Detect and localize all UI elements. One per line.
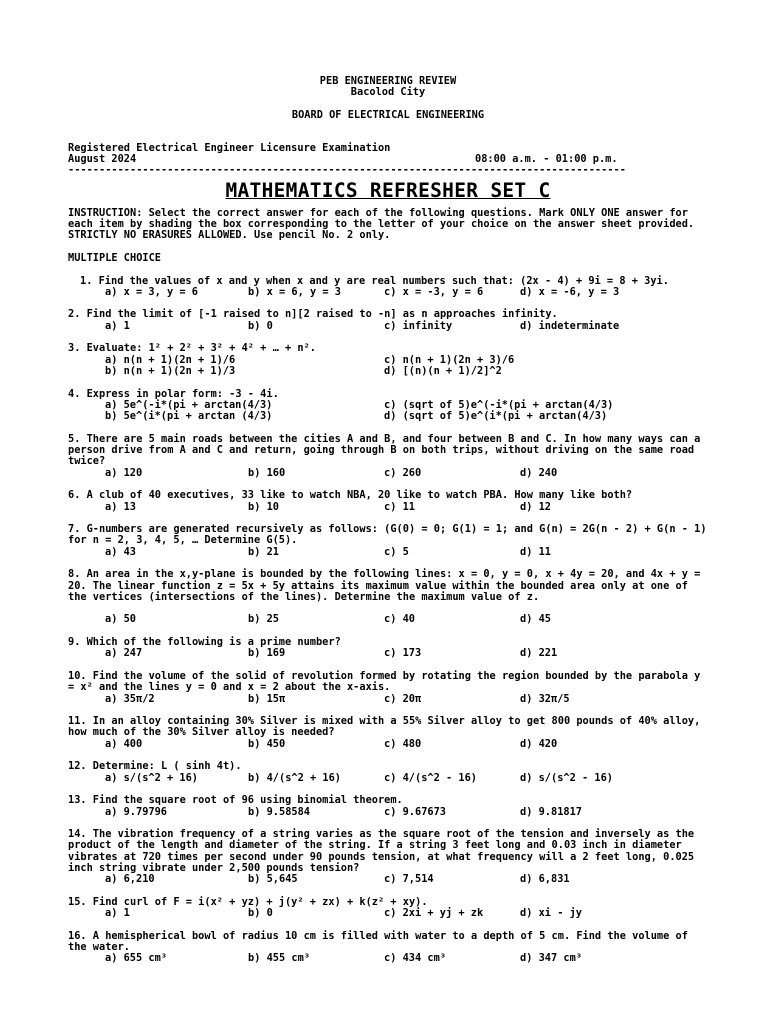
choice-d: d) s/(s^2 - 16) [520, 771, 613, 784]
choice-c: c) 2xi + yj + zk [384, 907, 484, 920]
question-text: 16. A hemispherical bowl of radius 10 cm is filled with water to a depth of 5 cm. Find the volume of the water. [68, 929, 688, 954]
choice-a: a) n(n + 1)(2n + 1)/6 [105, 353, 236, 366]
choice-a: a) 247 [105, 647, 143, 660]
choice-c: c) 434 cm³ [384, 952, 446, 965]
divider-rule: ------------------------------------------------------------------------------------------ [68, 165, 626, 177]
choice-c: c) 7,514 [384, 873, 434, 886]
choices-row [68, 648, 708, 659]
choice-b: b) 25 [248, 613, 279, 626]
choice-b: b) 450 [248, 737, 286, 750]
choice-d: d) 45 [520, 613, 551, 626]
choice-b: b) n(n + 1)(2n + 1)/3 [105, 364, 236, 377]
choice-a: a) 400 [105, 737, 143, 750]
question-9 [68, 637, 708, 660]
choice-c: c) 5 [384, 545, 409, 558]
choice-a: a) 120 [105, 466, 143, 479]
choices-row [68, 807, 708, 818]
choices-row [68, 411, 708, 422]
choice-c: c) 9.67673 [384, 805, 446, 818]
choices-row [68, 287, 708, 298]
question-1 [68, 276, 708, 299]
question-2 [68, 309, 708, 332]
choice-d: d) (sqrt of 5)e^(i*(pi + arctan(4/3) [384, 410, 608, 423]
choice-c: c) 11 [384, 500, 415, 513]
exam-time: 08:00 a.m. - 01:00 p.m. [475, 153, 618, 166]
question-text: 15. Find curl of F = i(x² + yz) + j(y² + zx) + k(z² + xy). [68, 895, 428, 908]
choice-c: c) 20π [384, 692, 422, 705]
choice-d: d) 12 [520, 500, 551, 513]
choices-row [68, 321, 708, 332]
choice-a: a) 5e^(-i*(pi + arctan(4/3) [105, 398, 273, 411]
choice-d: d) x = -6, y = 3 [520, 285, 620, 298]
choices-row [68, 773, 708, 784]
choice-c: c) 260 [384, 466, 422, 479]
choice-d: d) indeterminate [520, 319, 620, 332]
choices-row [68, 547, 708, 558]
choices-row [68, 874, 708, 885]
choice-a: a) 13 [105, 500, 136, 513]
choice-a: a) 35π/2 [105, 692, 155, 705]
choice-d: d) 9.81817 [520, 805, 582, 818]
question-3 [68, 343, 708, 377]
instruction-text: INSTRUCTION: Select the correct answer for each of the following questions. Mark ONLY ONE answer for each item by shading the box corresponding to the letter of your choice on the answer sheet provided. [68, 206, 695, 231]
choices-row [68, 502, 708, 513]
choice-a: a) 1 [105, 907, 130, 920]
choice-a: a) x = 3, y = 6 [105, 285, 198, 298]
choice-c: c) 4/(s^2 - 16) [384, 771, 477, 784]
question-text: 14. The vibration frequency of a string varies as the square root of the tension and inversely as the product of the length and diameter of the string. If a string 3 feet long and 0.03 inch in diameter vibrates at 720 times per second under 90 pounds tension, at what frequency will a 2 feet long, 0.025 inch string vibrate under 2,500 pounds tension? [68, 828, 695, 874]
question-text: 12. Determine: L ( sinh 4t). [68, 760, 242, 773]
choices-row [68, 468, 708, 479]
choice-d: d) 32π/5 [520, 692, 570, 705]
choices-row [68, 908, 708, 919]
choice-a: a) 655 cm³ [105, 952, 167, 965]
choice-d: d) 347 cm³ [520, 952, 582, 965]
org-name: PEB ENGINEERING REVIEW [319, 75, 457, 87]
question-text: 10. Find the volume of the solid of revolution formed by rotating the region bounded by the parabola y = x² and the lines y = 0 and x = 2 about the x-axis. [68, 669, 701, 694]
question-text: 1. Find the values of x and y when x and y are real numbers such that: (2x - 4) + 9i = 8 + 3yi. [80, 274, 669, 287]
choice-b: b) 21 [248, 545, 279, 558]
choice-b: b) 455 cm³ [248, 952, 310, 965]
board-name: BOARD OF ELECTRICAL ENGINEERING [291, 108, 485, 121]
choices-row [68, 614, 708, 625]
choice-c: c) 40 [384, 613, 415, 626]
choice-c: c) x = -3, y = 6 [384, 285, 484, 298]
choice-a: a) 9.79796 [105, 805, 167, 818]
choice-c: c) n(n + 1)(2n + 3)/6 [384, 353, 515, 366]
choices-row [68, 366, 708, 377]
question-text: 11. In an alloy containing 30% Silver is mixed with a 55% Silver alloy to get 800 pounds of 40% alloy, how much of the 30% Silver alloy is needed? [68, 715, 701, 739]
question-text: 6. A club of 40 executives, 33 like to watch NBA, 20 like to watch PBA. How many like both? [68, 489, 633, 502]
choice-a: a) 6,210 [105, 873, 155, 886]
choice-d: d) 11 [520, 545, 551, 558]
question-text: 8. An area in the x,y-plane is bounded by the following lines: x = 0, y = 0, x + 4y = 20, and 4x + y = 20. The linear function z = 5x + 5y attains its maximum value within the bounded area only at one of the vertices (intersections of the lines). Determine the maximum value of z. [68, 568, 701, 603]
choices-row [68, 953, 708, 964]
question-15 [68, 897, 708, 920]
page-title: MATHEMATICS REFRESHER SET C [225, 178, 551, 202]
choice-c: c) infinity [384, 319, 453, 332]
choice-d: d) xi - jy [520, 907, 582, 920]
exam-name: Registered Electrical Engineer Licensure Examination [68, 141, 391, 154]
choice-a: a) s/(s^2 + 16) [105, 771, 198, 784]
question-8 [68, 569, 708, 625]
exam-document [68, 76, 708, 965]
choice-b: b) 0 [248, 907, 273, 920]
choice-d: d) [(n)(n + 1)/2]^2 [384, 364, 502, 377]
question-4 [68, 389, 708, 423]
choice-c: c) 173 [384, 647, 422, 660]
choice-a: a) 1 [105, 319, 130, 332]
question-text: 9. Which of the following is a prime number? [68, 636, 341, 649]
choice-b: b) 9.58584 [248, 805, 310, 818]
choice-a: a) 43 [105, 545, 136, 558]
choice-b: b) 160 [248, 466, 286, 479]
choice-c: c) 480 [384, 737, 422, 750]
question-7 [68, 524, 708, 558]
choices-row [68, 694, 708, 705]
exam-date: August 2024 [68, 153, 137, 166]
choice-b: b) 4/(s^2 + 16) [248, 771, 341, 784]
choice-b: b) 0 [248, 319, 273, 332]
choice-b: b) 10 [248, 500, 279, 513]
section-heading: MULTIPLE CHOICE [68, 251, 161, 264]
question-11 [68, 716, 708, 750]
question-text: 4. Express in polar form: -3 - 4i. [68, 387, 279, 400]
instruction-warning: STRICTLY NO ERASURES ALLOWED. Use pencil No. 2 only. [68, 229, 391, 242]
choice-b: b) 5,645 [248, 873, 298, 886]
choice-d: d) 240 [520, 466, 558, 479]
choices-row [68, 739, 708, 750]
question-6 [68, 490, 708, 513]
question-text: 7. G-numbers are generated recursively as follows: (G(0) = 0; G(1) = 1; and G(n) = 2G(n - 2) + G(n - 1) for n = 2, 3, 4, 5, … Determine G(5). [68, 523, 707, 547]
choice-b: b) 15π [248, 692, 286, 705]
city-name: Bacolod City [350, 86, 426, 99]
question-text: 5. There are 5 main roads between the cities A and B, and four between B and C. In how many ways can a person drive from A and C and return, going through B on both trips, without driving on the same road twice? [68, 432, 701, 468]
question-14 [68, 829, 708, 885]
question-text: 3. Evaluate: 1² + 2² + 3² + 4² + … + n². [68, 342, 316, 355]
date-time-row [68, 154, 708, 165]
choice-b: b) x = 6, y = 3 [248, 285, 341, 298]
choice-a: a) 50 [105, 613, 136, 626]
question-text: 13. Find the square root of 96 using binomial theorem. [68, 794, 403, 807]
question-5 [68, 434, 708, 479]
question-13 [68, 795, 708, 818]
choice-d: d) 221 [520, 647, 558, 660]
choice-d: d) 6,831 [520, 873, 570, 886]
choice-c: c) (sqrt of 5)e^(-i*(pi + arctan(4/3) [384, 398, 614, 411]
choice-b: b) 169 [248, 647, 286, 660]
choice-d: d) 420 [520, 737, 558, 750]
question-10 [68, 671, 708, 705]
question-text: 2. Find the limit of [-1 raised to n][2 raised to -n] as n approaches infinity. [68, 308, 558, 321]
choice-b: b) 5e^(i*(pi + arctan (4/3) [105, 410, 273, 423]
question-12 [68, 761, 708, 784]
question-16 [68, 931, 708, 965]
